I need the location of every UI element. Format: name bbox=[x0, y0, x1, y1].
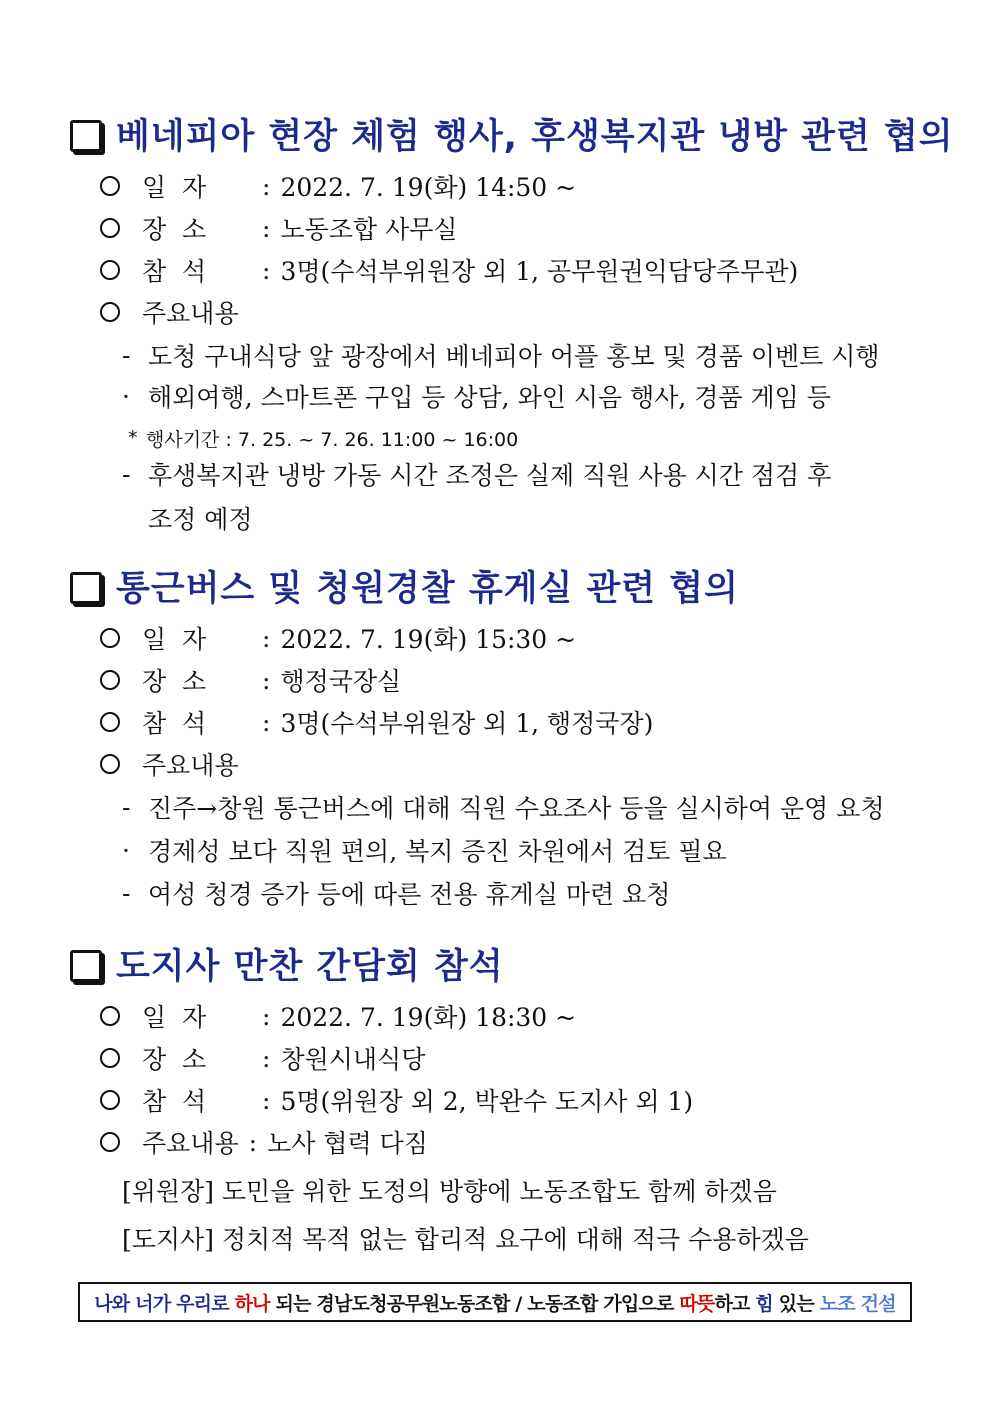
footer-part-7: 있는 bbox=[772, 1292, 820, 1315]
content-label: 주요내용 bbox=[142, 751, 239, 780]
section-2-attend-row bbox=[100, 704, 653, 740]
section-3-line-2 bbox=[122, 1220, 809, 1256]
section-3-line-1 bbox=[122, 1172, 777, 1208]
circle-bullet-icon bbox=[100, 260, 120, 280]
section-2-title bbox=[70, 562, 739, 610]
section-1-title bbox=[70, 110, 954, 158]
line-text: [도지사] 정치적 목적 없는 합리적 요구에 대해 적극 수용하겠음 bbox=[122, 1225, 809, 1254]
section-1-line-2 bbox=[122, 378, 831, 414]
line-mark: - bbox=[122, 340, 131, 370]
section-3-content-row bbox=[100, 1124, 428, 1160]
footer-part-1: 나와 너가 우리로 bbox=[94, 1292, 235, 1315]
place-label: 장 소 bbox=[142, 667, 207, 696]
line-text: 해외여행, 스마트폰 구입 등 상담, 와인 시음 행사, 경품 게임 등 bbox=[148, 383, 831, 412]
line-mark: - bbox=[122, 878, 131, 908]
section-2-place-row bbox=[100, 662, 401, 698]
section-3-attend-row bbox=[100, 1082, 693, 1118]
attend-value: 5명(위원장 외 2, 박완수 도지사 외 1) bbox=[280, 1087, 694, 1116]
content-label: 주요내용 bbox=[142, 1129, 239, 1158]
date-value: 2022. 7. 19(화) 15:30 ~ bbox=[280, 625, 577, 654]
colon: : bbox=[262, 171, 271, 201]
colon: : bbox=[262, 665, 271, 695]
section-1-place-row bbox=[100, 210, 457, 246]
colon: : bbox=[262, 213, 271, 243]
date-value: 2022. 7. 19(화) 18:30 ~ bbox=[280, 1003, 577, 1032]
footer-part-4: 따뜻 bbox=[679, 1292, 715, 1315]
date-label: 일 자 bbox=[142, 1003, 207, 1032]
section-2-line-2 bbox=[122, 832, 727, 868]
line-mark: - bbox=[122, 459, 131, 489]
line-mark: - bbox=[122, 792, 131, 822]
line-text: 후생복지관 냉방 가동 시간 조정은 실제 직원 사용 시간 점검 후 bbox=[148, 461, 832, 490]
date-label: 일 자 bbox=[142, 173, 207, 202]
footer-slogan bbox=[78, 1282, 912, 1322]
section-1-attend-row bbox=[100, 252, 798, 288]
line-text: [위원장] 도민을 위한 도정의 방향에 노동조합도 함께 하겠음 bbox=[122, 1177, 777, 1206]
line-text: 진주→창원 통근버스에 대해 직원 수요조사 등을 실시하여 운영 요청 bbox=[148, 794, 885, 823]
place-label: 장 소 bbox=[142, 1045, 207, 1074]
section-1-note bbox=[128, 420, 518, 456]
content-label: 주요내용 bbox=[142, 299, 239, 328]
colon: : bbox=[262, 623, 271, 653]
circle-bullet-icon bbox=[100, 1048, 120, 1068]
section-1-content-row bbox=[100, 294, 239, 330]
line-text: 경제성 보다 직원 편의, 복지 증진 차원에서 검토 필요 bbox=[148, 837, 727, 866]
place-label: 장 소 bbox=[142, 215, 207, 244]
date-label: 일 자 bbox=[142, 625, 207, 654]
section-1-line-5 bbox=[148, 500, 253, 536]
section-2-content-row bbox=[100, 746, 239, 782]
section-2-date-row bbox=[100, 620, 576, 656]
line-text: 행사기간 : 7. 25. ~ 7. 26. 11:00 ~ 16:00 bbox=[146, 428, 519, 451]
attend-value: 3명(수석부위원장 외 1, 행정국장) bbox=[280, 709, 654, 738]
colon: : bbox=[248, 1127, 258, 1157]
square-bullet-icon bbox=[70, 120, 102, 152]
line-mark: · bbox=[122, 835, 130, 865]
circle-bullet-icon bbox=[100, 176, 120, 196]
section-title-text: 도지사 만찬 간담회 참석 bbox=[116, 947, 504, 987]
line-text: 여성 청경 증가 등에 따른 전용 휴게실 마련 요청 bbox=[148, 880, 671, 909]
line-mark: · bbox=[122, 381, 130, 411]
footer-part-3: 되는 경남도청공무원노동조합 / 노동조합 가입으로 bbox=[269, 1292, 680, 1315]
circle-bullet-icon bbox=[100, 1132, 120, 1152]
colon: : bbox=[262, 707, 271, 737]
line-text: 조정 예정 bbox=[148, 505, 253, 534]
line-text: 도청 구내식당 앞 광장에서 베네피아 어플 홍보 및 경품 이벤트 시행 bbox=[148, 342, 880, 371]
circle-bullet-icon bbox=[100, 628, 120, 648]
circle-bullet-icon bbox=[100, 1006, 120, 1026]
attend-label: 참 석 bbox=[142, 257, 207, 286]
colon: : bbox=[262, 1085, 271, 1115]
circle-bullet-icon bbox=[100, 302, 120, 322]
footer-part-8: 노조 건설 bbox=[819, 1292, 896, 1315]
attend-label: 참 석 bbox=[142, 1087, 207, 1116]
place-value: 행정국장실 bbox=[280, 667, 402, 696]
section-1-date-row bbox=[100, 168, 576, 204]
section-1-line-1 bbox=[122, 337, 880, 373]
attend-label: 참 석 bbox=[142, 709, 207, 738]
line-mark: * bbox=[128, 427, 138, 449]
section-title-text: 베네피아 현장 체험 행사, 후생복지관 냉방 관련 협의 bbox=[116, 117, 954, 157]
circle-bullet-icon bbox=[100, 712, 120, 732]
place-value: 창원시내식당 bbox=[280, 1045, 426, 1074]
footer-part-6: 힘 bbox=[755, 1292, 773, 1315]
colon: : bbox=[262, 1001, 271, 1031]
square-bullet-icon bbox=[70, 572, 102, 604]
section-2-line-1 bbox=[122, 789, 885, 825]
circle-bullet-icon bbox=[100, 218, 120, 238]
footer-part-2: 하나 bbox=[234, 1292, 270, 1315]
date-value: 2022. 7. 19(화) 14:50 ~ bbox=[280, 173, 577, 202]
content-value: 노사 협력 다짐 bbox=[267, 1129, 428, 1158]
place-value: 노동조합 사무실 bbox=[280, 215, 458, 244]
section-1-line-4 bbox=[122, 456, 831, 492]
section-3-title bbox=[70, 940, 504, 988]
circle-bullet-icon bbox=[100, 754, 120, 774]
square-bullet-icon bbox=[70, 950, 102, 982]
section-3-place-row bbox=[100, 1040, 425, 1076]
section-2-line-3 bbox=[122, 875, 670, 911]
circle-bullet-icon bbox=[100, 670, 120, 690]
colon: : bbox=[262, 255, 271, 285]
section-title-text: 통근버스 및 청원경찰 휴게실 관련 협의 bbox=[116, 569, 739, 609]
attend-value: 3명(수석부위원장 외 1, 공무원권익담당주무관) bbox=[280, 257, 799, 286]
colon: : bbox=[262, 1043, 271, 1073]
section-3-date-row bbox=[100, 998, 576, 1034]
circle-bullet-icon bbox=[100, 1090, 120, 1110]
footer-part-5: 하고 bbox=[714, 1292, 756, 1315]
